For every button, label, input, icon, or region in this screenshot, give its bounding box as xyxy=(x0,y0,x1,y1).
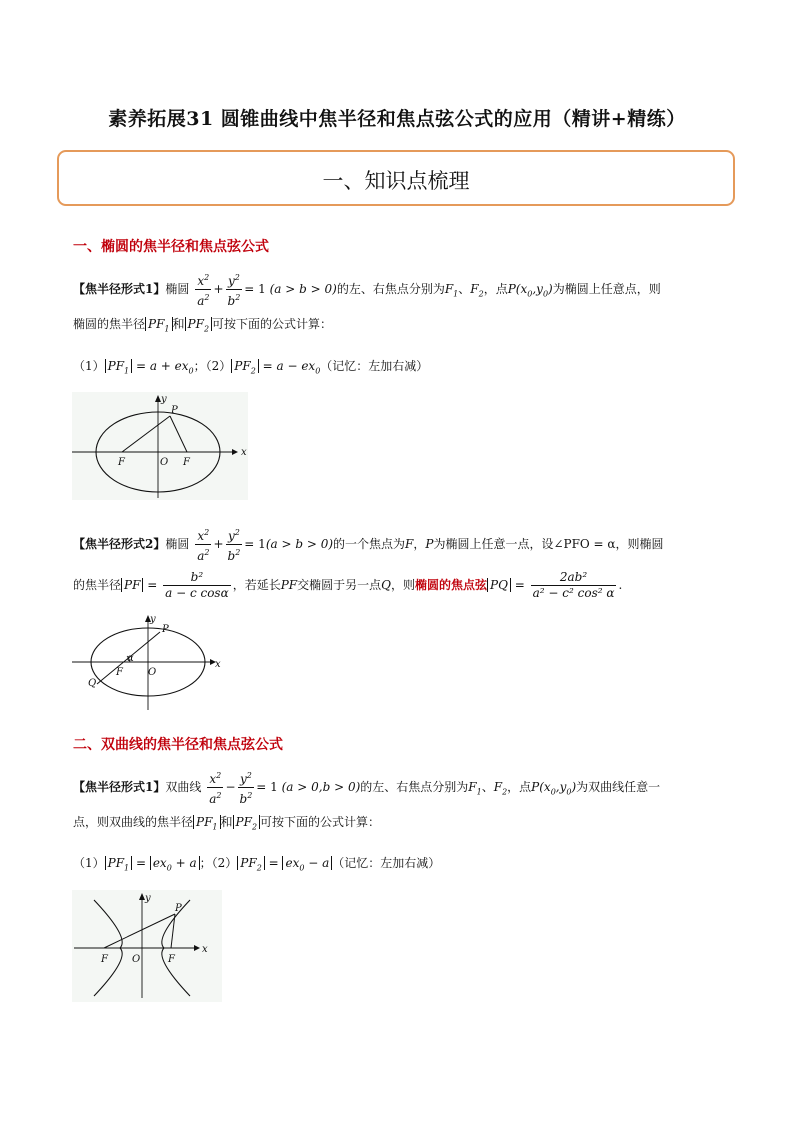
fig1-p-label: P xyxy=(171,405,178,416)
fig3-f1-label: F xyxy=(101,954,108,965)
section-header-box xyxy=(57,150,735,206)
fig2-x-label: x xyxy=(215,659,221,670)
ellipse-form1-line1: 【焦半径形式1】椭圆 $\frac{x^2}{a^2}$ + $\frac{y^2}{b^2}$ = 1 (a > b > 0)的左、右焦点分别为$F_1$、$F_2$，点$P(x_0,y_0)$为椭圆上任意点，则 xyxy=(73,270,661,309)
ellipse-heading: 一、椭圆的焦半径和焦点弦公式 xyxy=(73,239,269,255)
ellipse-form1-line2: 椭圆的焦半径 $PF_1$ 和 $PF_2$ 可按下面的公式计算： xyxy=(73,317,333,334)
fig2-o-label: O xyxy=(148,667,157,678)
ellipse-figure-1 xyxy=(72,392,248,500)
section-title: 一、知识点梳理 xyxy=(322,169,470,193)
fig1-y-label: y xyxy=(161,394,167,405)
fig3-y-label: y xyxy=(145,893,151,904)
fig2-f-label: F xyxy=(116,667,123,678)
fig3-f2-label: F xyxy=(168,954,175,965)
hyperbola-form1-line1: 【焦半径形式1】双曲线 $\frac{x^2}{a^2}$ − $\frac{y^2}{b^2}$ = 1 (a > 0,b > 0)的左、右焦点分别为$F_1$、$F_2$，点$P(x_0,y_0)$为双曲线任意一 xyxy=(73,768,660,807)
ellipse-form1-formulas: （1） $PF_1 = a + ex_0$；（2） $PF_2 = a - ex_0$（记忆：左加右减） xyxy=(73,359,429,376)
fig1-f1-label: F xyxy=(118,457,125,468)
hyperbola-form1-formulas: （1） $PF_1 = ex_0 + a$ ；（2） $PF_2 = ex_0 - a$ （记忆：左加右减） xyxy=(73,856,441,873)
fig3-o-label: O xyxy=(132,954,141,965)
fig2-q-label: Q xyxy=(88,678,97,689)
document-title: 素养拓展31 圆锥曲线中焦半径和焦点弦公式的应用（精讲+精练） xyxy=(108,108,686,130)
hyperbola-form1-line2: 点，则双曲线的焦半径 $PF_1$ 和 $PF_2$ 可按下面的公式计算： xyxy=(73,815,381,832)
fig3-x-label: x xyxy=(202,944,208,955)
ellipse-form2-line1: 【焦半径形式2】椭圆 $\frac{x^2}{a^2}$ + $\frac{y^2}{b^2}$ = 1(a > b > 0)的一个焦点为F，P为椭圆上任意一点，设∠PFO = α，则椭圆 xyxy=(73,525,664,564)
ellipse-form2-line2: 的焦半径 PF = $\frac{\text{b²}}{\text{a − c cosα}}$ ，若延长PF交椭圆于另一点Q，则椭圆的焦点弦 PQ = $\frac{\text{2ab²}}{\text{a² − c² cos² α}}$ . xyxy=(73,570,623,600)
hyperbola-heading: 二、双曲线的焦半径和焦点弦公式 xyxy=(73,737,283,753)
fig1-o-label: O xyxy=(160,457,169,468)
fig2-alpha-label: α xyxy=(127,653,134,664)
fig1-f2-label: F xyxy=(183,457,190,468)
fig2-y-label: y xyxy=(150,614,156,625)
fig1-x-label: x xyxy=(241,447,247,458)
fig2-p-label: P xyxy=(162,624,169,635)
ellipse-figure-2 xyxy=(72,612,222,712)
focal-chord-highlight: 椭圆的焦点弦 xyxy=(415,578,488,592)
fig3-p-label: P xyxy=(175,903,182,914)
hyperbola-figure xyxy=(72,890,222,1002)
